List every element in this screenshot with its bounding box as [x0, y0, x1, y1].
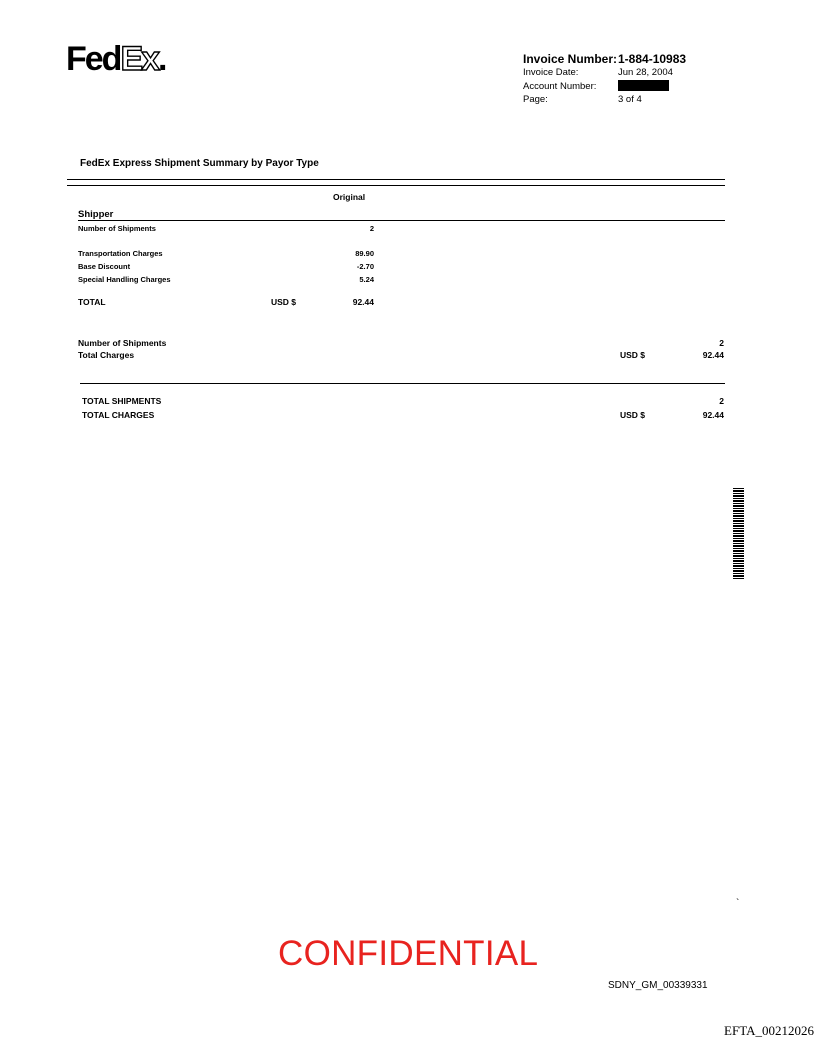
confidential-stamp: CONFIDENTIAL: [278, 934, 539, 973]
row-label: Base Discount: [78, 262, 131, 271]
grand-total-shipments-label: TOTAL SHIPMENTS: [82, 396, 162, 406]
subtotal-charges-label: Total Charges: [78, 350, 135, 360]
invoice-number-label: Invoice Number:: [523, 52, 618, 66]
page-label: Page:: [523, 94, 548, 105]
logo-dot: .: [158, 40, 166, 78]
section-title: FedEx Express Shipment Summary by Payor Type: [80, 158, 319, 169]
total-currency: USD $: [271, 297, 297, 307]
barcode: [733, 488, 744, 580]
row-label: Transportation Charges: [78, 249, 163, 258]
shipper-rule: [78, 220, 725, 221]
row-label: Number of Shipments: [78, 224, 156, 233]
invoice-date: Jun 28, 2004: [618, 67, 673, 78]
account-number-label: Account Number:: [523, 81, 597, 92]
subtotal-charges-value: 92.44: [702, 350, 724, 360]
account-number-redaction: [618, 80, 669, 91]
grand-total-charges-label: TOTAL CHARGES: [82, 410, 155, 420]
grand-total-shipments-value: 2: [719, 396, 724, 406]
row-label: Special Handling Charges: [78, 275, 171, 284]
grand-total-rule: [80, 383, 725, 384]
row-value: 2: [369, 224, 374, 233]
efta-number: EFTA_00212026: [724, 1023, 814, 1038]
group-label-shipper: Shipper: [78, 209, 114, 220]
subtotal-charges-currency: USD $: [620, 350, 646, 360]
total-value: 92.44: [352, 297, 374, 307]
top-rule-1: [67, 179, 725, 180]
row-value: 5.24: [359, 275, 374, 284]
bates-number: SDNY_GM_00339331: [608, 980, 708, 991]
fedex-logo: [66, 42, 166, 76]
top-rule-2: [67, 185, 725, 186]
column-header-original: Original: [333, 192, 366, 202]
invoice-date-label: Invoice Date:: [523, 67, 579, 78]
invoice-number: 1-884-10983: [618, 52, 687, 66]
stray-mark: `: [736, 898, 740, 909]
logo-ex: Ex: [120, 40, 159, 78]
row-value: -2.70: [356, 262, 374, 271]
grand-total-charges-value: 92.44: [702, 410, 724, 420]
subtotal-shipments-value: 2: [719, 338, 724, 348]
grand-total-charges-currency: USD $: [620, 410, 646, 420]
subtotal-shipments-label: Number of Shipments: [78, 338, 167, 348]
row-value: 89.90: [355, 249, 374, 258]
page-value: 3 of 4: [618, 94, 642, 105]
total-label: TOTAL: [78, 297, 106, 307]
logo-fed: Fed: [66, 40, 121, 78]
